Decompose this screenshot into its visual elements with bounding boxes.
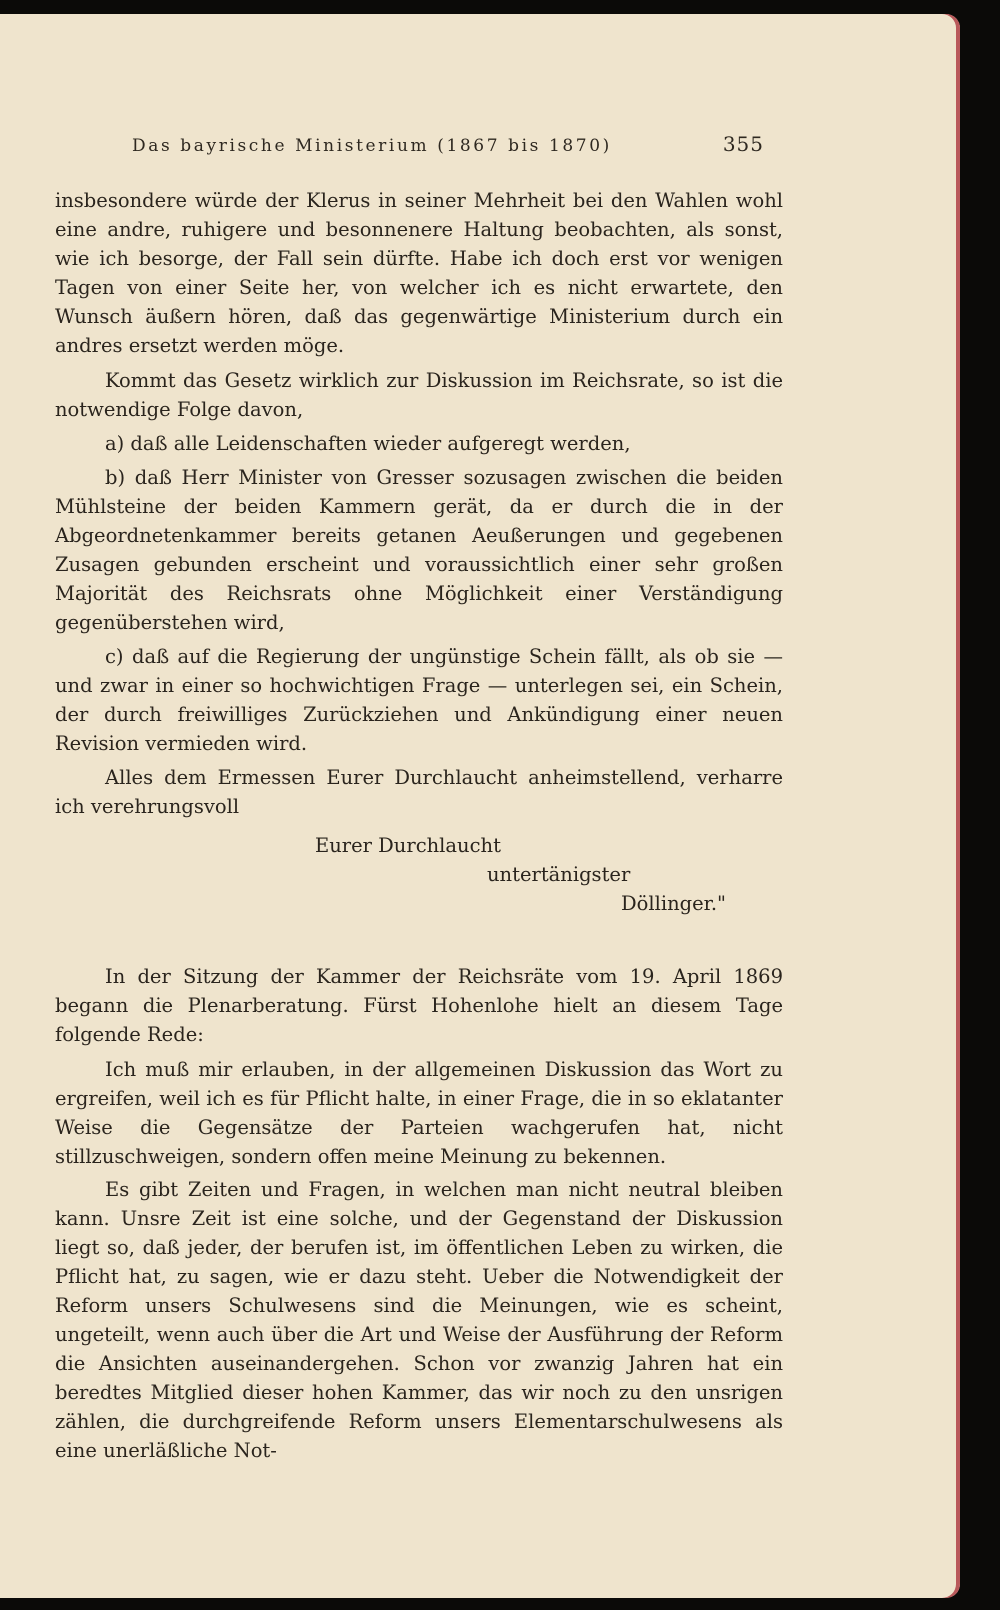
section-gap — [55, 918, 783, 962]
list-item: c) daß auf die Regierung der ungünstige Schein fällt, als ob sie — und zwar in einer so hochwichtigen Frage — unterlegen sei, ein Schein, der durch freiwilliges Zurückziehen und Ankündigung einer neuen Revision vermieden wird. — [55, 645, 783, 755]
signature-salutation: Eurer Durchlaucht — [315, 834, 501, 857]
page-number: 355 — [722, 132, 764, 156]
page-body — [55, 186, 783, 1465]
running-title: Das bayrische Ministerium (1867 bis 1870) — [132, 136, 612, 156]
page-header — [132, 132, 764, 156]
paragraph: Es gibt Zeiten und Fragen, in welchen man nicht neutral bleiben kann. Unsre Zeit ist eine solche, und der Gegenstand der Diskussion liegt so, daß jeder, der berufen ist, im öffentlichen Leben zu wirken, die Pflicht hat, zu sagen, wie er dazu steht. Ueber die Notwendigkeit der Reform unsers Schulwesens sind die Meinungen, wie es scheint, ungeteilt, wenn auch über die Art und Weise der Ausführung der Reform die Ansichten auseinandergehen. Schon vor zwanzig Jahren hat ein beredtes Mitglied dieser hohen Kammer, das wir noch zu den unsrigen zählen, die durchgreifende Reform unsers Elementarschulwesens als eine unerläßliche Not- — [55, 1178, 783, 1462]
closing-line: Alles dem Ermessen Eurer Durchlaucht anheimstellend, verharre ich verehrungsvoll — [55, 766, 783, 818]
paragraph: Kommt das Gesetz wirklich zur Diskussion im Reichsrate, so ist die notwendige Folge davon, — [55, 369, 783, 421]
book-page — [0, 14, 960, 1598]
list-item: a) daß alle Leidenschaften wieder aufgeregt werden, — [105, 432, 631, 455]
signature-closing: untertänigster — [487, 863, 631, 886]
paragraph: In der Sitzung der Kammer der Reichsräte vom 19. April 1869 begann die Plenarberatung. Fürst Hohenlohe hielt an diesem Tage folgende Rede: — [55, 965, 783, 1046]
paragraph: insbesondere würde der Klerus in seiner Mehrheit bei den Wahlen wohl eine andre, ruhigere und besonnenere Haltung beobachten, als sonst, wie ich besorge, der Fall sein dürfte. Habe ich doch erst vor wenigen Tagen von einer Seite her, von welcher ich es nicht erwartete, den Wunsch äußern hören, daß das gegenwärtige Ministerium durch ein andres ersetzt werden möge. — [55, 189, 783, 357]
signature-name: Döllinger." — [621, 892, 727, 915]
paragraph: Ich muß mir erlauben, in der allgemeinen Diskussion das Wort zu ergreifen, weil ich es für Pflicht halte, in einer Frage, die in so eklatanter Weise die Gegensätze der Parteien wachgerufen hat, nicht stillzuschweigen, sondern offen meine Meinung zu bekennen. — [55, 1058, 783, 1168]
list-item: b) daß Herr Minister von Gresser sozusagen zwischen die beiden Mühlsteine der beiden Kammern gerät, da er durch die in der Abgeordnetenkammer bereits getanen Aeußerungen und gegebenen Zusagen gebunden erscheint und voraussichtlich einer sehr großen Majorität des Reichsrats ohne Möglichkeit einer Verständigung gegenüberstehen wird, — [55, 466, 783, 634]
signature-block — [55, 831, 783, 918]
